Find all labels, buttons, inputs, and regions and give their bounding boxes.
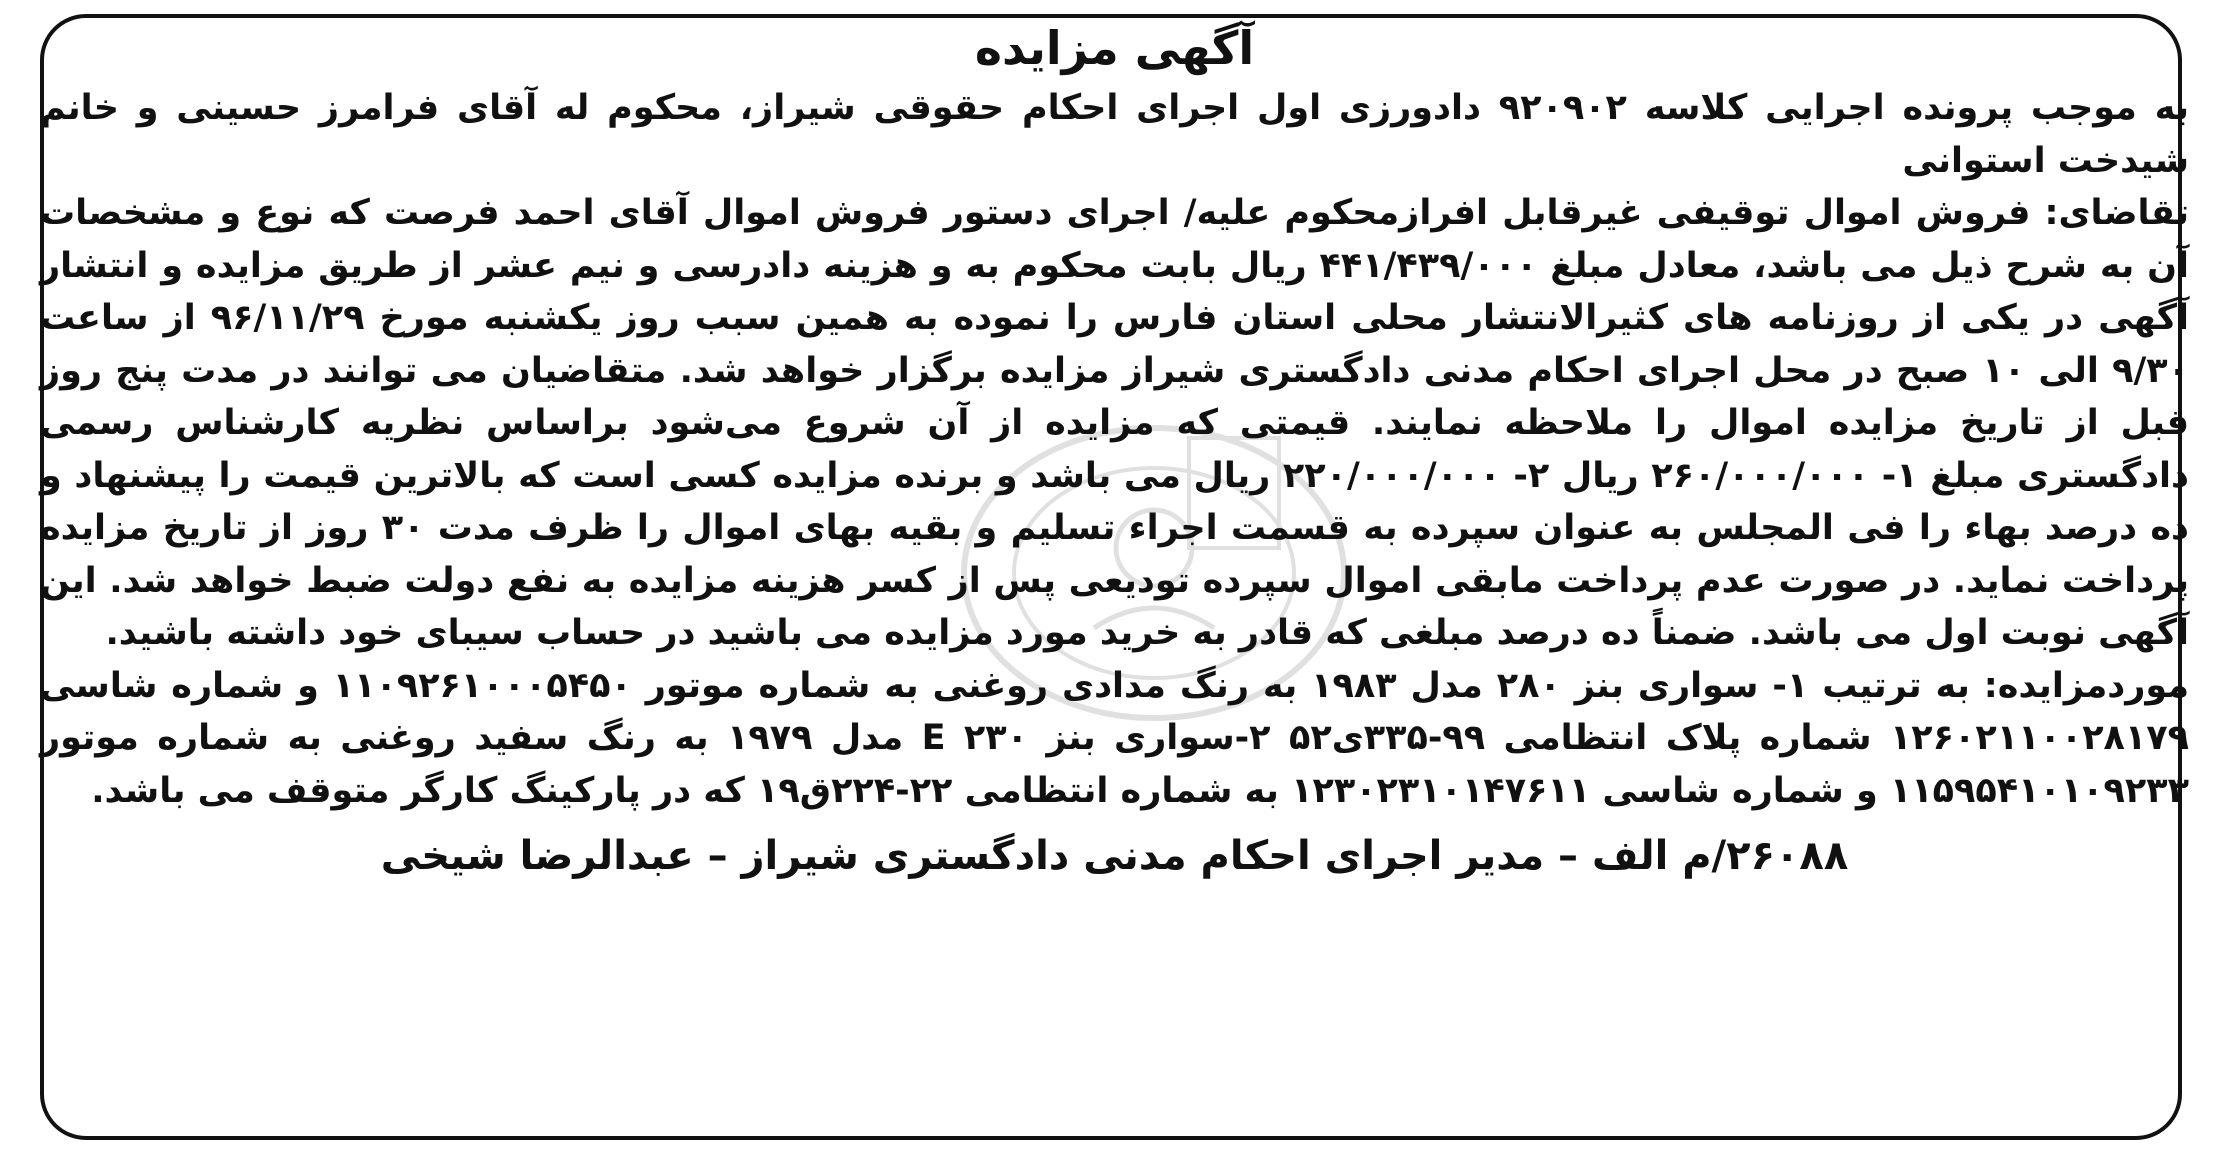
case-reference-paragraph: به موجب پرونده اجرایی کلاسه ۹۲۰۹۰۲ دادورزی اول اجرای احکام حقوقی شیراز، محکوم له آقای فرامرز حسینی و خانم شیدخت استوانی [40, 88, 2189, 181]
signature-line: ۲۶۰۸۸/م الف – مدیر اجرای احکام مدنی دادگستری شیراز – عبدالرضا شیخی [380, 833, 1849, 879]
auction-items-paragraph: موردمزایده: به ترتیب ۱- سواری بنز ۲۸۰ مدل ۱۹۸۳ به رنگ مدادی روغنی به شماره موتور ۱۱۰۹۲۶۱۰۰۰۵۴۵۰ و شماره شاسی ۱۲۶۰۲۱۱۰۰۲۸۱۷۹ شماره پلاک انتظامی ۹۹-۳۳۵ی۵۲ ۲-سواری بنز E ۲۳۰ مدل ۱۹۷۹ به رنگ سفید روغنی به شماره موتور ۱۱۵۹۵۴۱۰۱۰۹۲۳۳ و شماره شاسی ۱۲۳۰۲۳۱۰۱۴۷۶۱۱ به شماره انتظامی ۲۲-۲۲۴ق۱۹ که در پارکینگ کارگر متوقف می باشد. [40, 665, 2190, 811]
notice-title: آگهی مزایده [974, 21, 1255, 75]
notice-content [40, 14, 2189, 887]
auction-details-paragraph: تقاضای: فروش اموال توقیفی غیرقابل افرازمحکوم علیه/ اجرای دستور فروش اموال آقای احمد فرصت که نوع و مشخصات آن به شرح ذیل می باشد، معادل مبلغ ۴۴۱/۴۳۹/۰۰۰ ریال بابت محکوم به و هزینه دادرسی و نیم عشر از طریق مزایده و انتشار آگهی در یکی از روزنامه های کثیرالانتشار محلی استان فارس را نموده به همین سبب روز یکشنبه مورخ ۹۶/۱۱/۲۹ از ساعت ۹/۳۰ الی ۱۰ صبح در محل اجرای احکام مدنی دادگستری شیراز مزایده برگزار خواهد شد. متقاضیان می توانند در مدت پنج روز قبل از تاریخ مزایده اموال را ملاحظه نمایند. قیمتی که مزایده از آن شروع می‌شود براساس نظریه کارشناس رسمی دادگستری مبلغ ۱- ۲۶۰/۰۰۰/۰۰۰ ریال ۲- ۲۲۰/۰۰۰/۰۰۰ ریال می باشد و برنده مزایده کسی است که بالاترین قیمت را پیشنهاد و ده درصد بهاء را فی المجلس به عنوان سپرده به قسمت اجراء تسلیم و بقیه بهای اموال را ظرف مدت ۳۰ روز از تاریخ مزایده پرداخت نماید. در صورت عدم پرداخت مابقی اموال سپرده تودیعی پس از کسر هزینه مزایده به نفع دولت ضبط خواهد شد. این آگهی نوبت اول می باشد. ضمناً ده درصد مبلغی که قادر به خرید مورد مزایده می باشید در حساب سیبای خود داشته باشید. [40, 193, 2189, 653]
